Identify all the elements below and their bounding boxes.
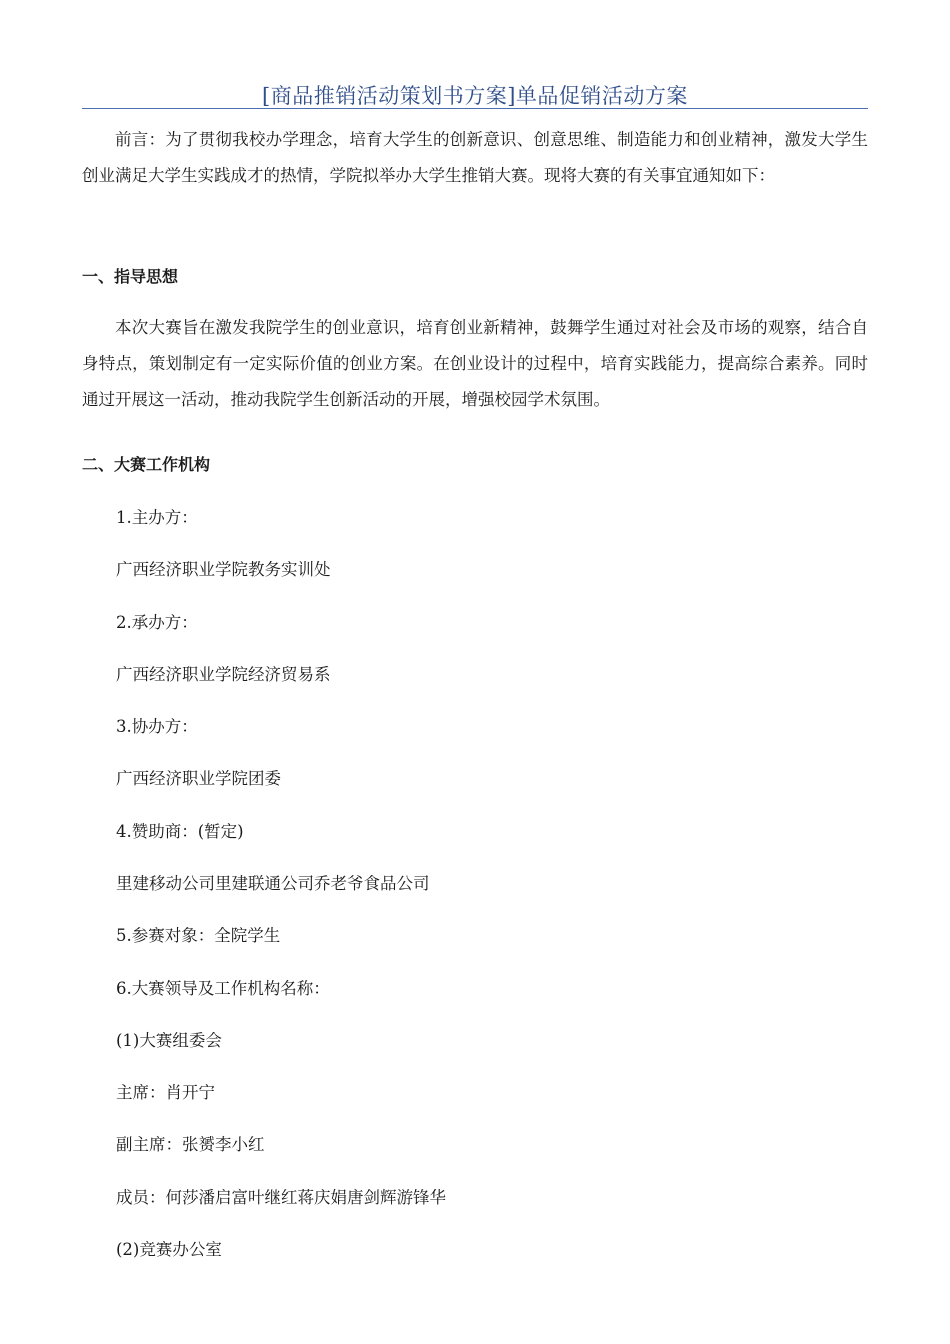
- section-heading-guiding-thought: 一、指导思想: [82, 267, 179, 286]
- list-item-sponsor-label: 4.赞助商：(暂定): [116, 822, 244, 841]
- list-item-leadership-label: 6.大赛领导及工作机构名称：: [116, 979, 330, 998]
- list-item-organizer-value: 广西经济职业学院教务实训处: [116, 560, 331, 579]
- preface-paragraph: 前言：为了贯彻我校办学理念，培育大学生的创新意识、创意思维、制造能力和创业精神，激发大学生创业满足大学生实践成才的热情，学院拟举办大学生推销大赛。现将大赛的有关事宜通知如下：: [82, 130, 868, 185]
- list-item-chair: 主席：肖开宁: [116, 1083, 215, 1102]
- list-item-committee: (1)大赛组委会: [116, 1031, 222, 1050]
- list-item-coorganizer-value: 广西经济职业学院团委: [116, 769, 281, 788]
- list-item-coorganizer-label: 3.协办方：: [116, 717, 198, 736]
- list-item-host-label: 2.承办方：: [116, 613, 198, 632]
- list-item-host-value: 广西经济职业学院经济贸易系: [116, 665, 331, 684]
- list-item-vice-chair: 副主席：张赟李小红: [116, 1135, 265, 1154]
- list-item-participants: 5.参赛对象：全院学生: [116, 926, 281, 945]
- section-heading-organization: 二、大赛工作机构: [82, 455, 211, 474]
- list-item-members: 成员：何莎潘启富叶继红蒋庆娟唐剑辉游锋华: [116, 1188, 446, 1207]
- title-divider: [82, 108, 868, 109]
- list-item-sponsor-value: 里建移动公司里建联通公司乔老爷食品公司: [116, 874, 430, 893]
- document-title: [商品推销活动策划书方案]单品促销活动方案: [262, 84, 688, 108]
- list-item-competition-office: (2)竞赛办公室: [116, 1240, 222, 1259]
- list-item-organizer-label: 1.主办方：: [116, 508, 198, 527]
- guiding-thought-paragraph: 本次大赛旨在激发我院学生的创业意识，培育创业新精神，鼓舞学生通过对社会及市场的观察，结合自身特点，策划制定有一定实际价值的创业方案。在创业设计的过程中，培育实践能力，提高综合素养。同时通过开展这一活动，推动我院学生创新活动的开展，增强校园学术氛围。: [82, 318, 868, 409]
